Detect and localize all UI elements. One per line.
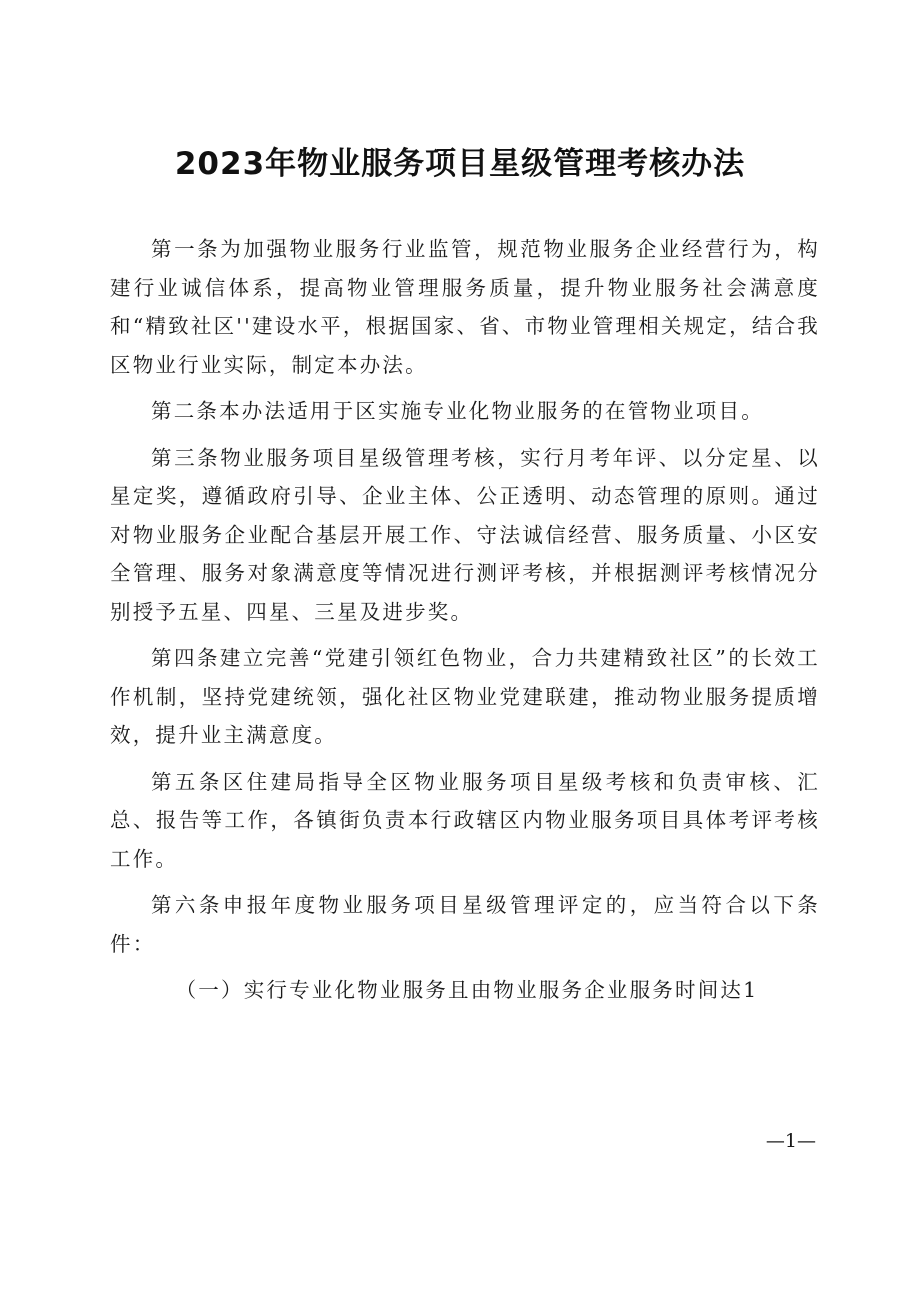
article-1: 第一条为加强物业服务行业监管，规范物业服务企业经营行为，构建行业诚信体系，提高物业管理服务质量，提升物业服务社会满意度和“精致社区''建设水平，根据国家、省、市物业管理相关规定，结合我区物业行业实际，制定本办法。: [110, 237, 820, 377]
document-body: [110, 230, 820, 1010]
condition-item-1: （一）实行专业化物业服务且由物业服务企业服务时间达1: [175, 978, 759, 1002]
page-number: —1—: [765, 1130, 816, 1152]
article-5: 第五条区住建局指导全区物业服务项目星级考核和负责审核、汇总、报告等工作，各镇街负责本行政辖区内物业服务项目具体考评考核工作。: [110, 769, 820, 871]
article-3: 第三条物业服务项目星级管理考核，实行月考年评、以分定星、以星定奖，遵循政府引导、企业主体、公正透明、动态管理的原则。通过对物业服务企业配合基层开展工作、守法诚信经营、服务质量、小区安全管理、服务对象满意度等情况进行测评考核，并根据测评考核情况分别授予五星、四星、三星及进步奖。: [110, 445, 820, 624]
article-4: 第四条建立完善“党建引领红色物业，合力共建精致社区”的长效工作机制，坚持党建统领，强化社区物业党建联建，推动物业服务提质增效，提升业主满意度。: [110, 646, 820, 747]
article-2: 第二条本办法适用于区实施专业化物业服务的在管物业项目。: [151, 399, 764, 423]
article-6: 第六条申报年度物业服务项目星级管理评定的，应当符合以下条件：: [110, 893, 820, 956]
document-title: 2023年物业服务项目星级管理考核办法: [174, 146, 746, 182]
